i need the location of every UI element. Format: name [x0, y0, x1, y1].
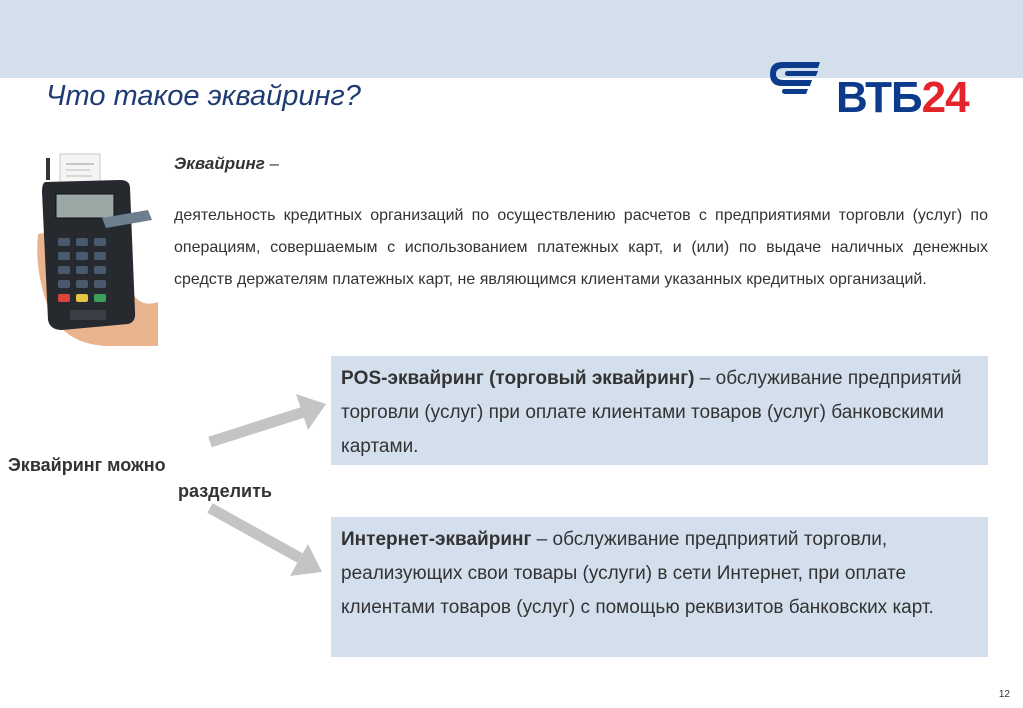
page-title: Что такое эквайринг? — [46, 80, 361, 112]
pos-terminal-icon — [36, 152, 158, 348]
split-label-line1: Эквайринг можно — [8, 455, 166, 475]
internet-acquiring-box — [331, 517, 988, 657]
page-number: 12 — [998, 689, 1010, 700]
logo-number: 24 — [921, 73, 969, 122]
definition-term-word: Эквайринг — [174, 154, 265, 173]
split-label-line2: разделить — [178, 481, 272, 501]
logo-brand: ВТБ — [836, 73, 922, 122]
arrow-up-icon — [210, 394, 326, 442]
arrow-down-icon — [210, 508, 322, 576]
internet-acquiring-text: – обслуживание предприятий торговли, реализующих свои товары (услуги) в сети Интернет, при оплате клиентами товаров (услуг) с помощью реквизитов банковских карт. — [341, 529, 934, 618]
definition-text: деятельность кредитных организаций по осуществлению расчетов с предприятиями торговли (услуг) по операциям, совершаемым с использованием платежных карт, и (или) по выдаче наличных денежных средств держателям платежных карт, не являющимся клиентами указанных кредитных организаций. — [174, 207, 988, 288]
definition-term — [174, 154, 279, 174]
pos-acquiring-term: POS-эквайринг (торговый эквайринг) — [341, 368, 695, 389]
vtb24-logo — [768, 52, 1008, 122]
split-arrows — [200, 390, 340, 590]
logo-wordmark — [836, 73, 969, 122]
vtb-flag-icon — [768, 56, 828, 106]
definition-term-dash: – — [264, 154, 280, 173]
pos-acquiring-box — [331, 356, 988, 465]
pos-acquiring-text: – обслуживание предприятий торговли (услуг) при оплате клиентами товаров (услуг) банковскими картами. — [341, 368, 962, 457]
internet-acquiring-term: Интернет-эквайринг — [341, 529, 532, 550]
